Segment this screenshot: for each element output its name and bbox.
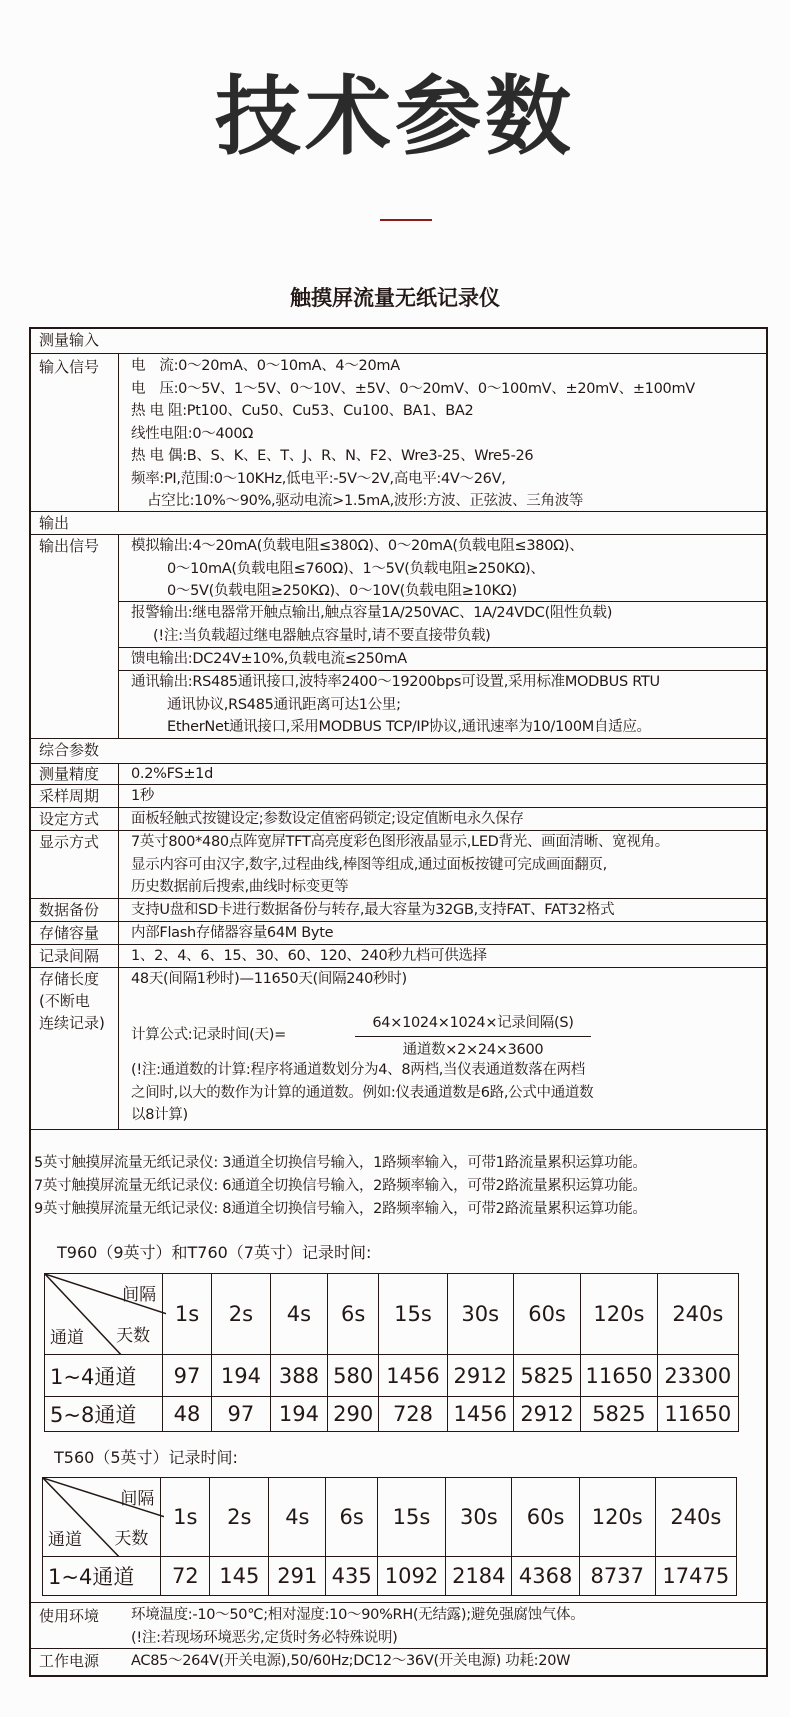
interval-header: 6s (326, 1478, 377, 1557)
spec-line: (!注:若现场环境恶劣,定货时务必特殊说明) (131, 1629, 398, 1646)
interval-header: 4s (270, 1274, 327, 1355)
table-row (45, 1397, 739, 1432)
spec-line: 频率:PI,范围:0～10KHz,低电平:-5V～2V,高电平:4V～26V, (131, 470, 506, 487)
formula-denominator: 通道数×2×24×3600 (402, 1042, 544, 1058)
row-value: 支持U盘和SD卡进行数据备份与转存,最大容量为32GB,支持FAT、FAT32格式 (131, 902, 615, 918)
row-output-signal (31, 535, 766, 739)
spec-line: 之间时,以大的数作为计算的通道数。例如:仪表通道数是6路,公式中通道数 (131, 1084, 594, 1101)
days-value: 580 (327, 1355, 378, 1397)
row-label: 输出信号 (31, 535, 119, 738)
spec-line: 报警输出:继电器常开触点输出,触点容量1A/250VAC、1A/24VDC(阻性负载) (131, 605, 613, 621)
row-sampling (31, 785, 766, 808)
interval-header: 120s (581, 1274, 658, 1355)
formula-fraction (355, 1012, 591, 1061)
accent-divider (380, 219, 432, 221)
row-environment (31, 1602, 766, 1649)
comm-output (119, 671, 766, 739)
row-label: 记录间隔 (31, 945, 119, 967)
spec-line: 热 电 阻:Pt100、Cu50、Cu53、Cu100、BA1、BA2 (131, 403, 474, 419)
days-value: 290 (327, 1397, 378, 1432)
days-value: 11650 (581, 1355, 658, 1397)
spec-line: 环境温度:-10～50℃;相对湿度:10～90%RH(无结露);避免强腐蚀气体。 (131, 1607, 585, 1623)
channel-label: 1~4通道 (45, 1355, 163, 1397)
row-label: 存储容量 (31, 922, 119, 944)
row-label: 显示方式 (31, 831, 119, 898)
table-caption: T560（5英寸）记录时间: (54, 1448, 238, 1467)
row-label: 数据备份 (31, 899, 119, 921)
days-value: 194 (211, 1355, 270, 1397)
table-row (43, 1557, 737, 1596)
spec-line: 7英寸800*480点阵宽屏TFT高亮度彩色图形液晶显示,LED背光、画面清晰、宽视角。 (131, 834, 669, 850)
length-range: 48天(间隔1秒时)—11650天(间隔240秒时) (131, 971, 407, 987)
days-value: 291 (269, 1557, 326, 1596)
corner-label-channel: 通道 (48, 1530, 82, 1550)
row-value: 内部Flash存储器容量64M Byte (131, 925, 334, 941)
days-value: 8737 (579, 1557, 655, 1596)
spec-line: 热 电 偶:B、S、K、E、T、J、R、N、F2、Wre3-25、Wre5-26 (131, 448, 534, 464)
row-backup (31, 899, 766, 922)
row-label: 工作电源 (39, 1652, 100, 1670)
corner-label-channel: 通道 (50, 1328, 84, 1348)
spec-line: 以8计算) (131, 1107, 188, 1123)
fraction-bar (355, 1036, 591, 1037)
row-label: 使用环境 (39, 1607, 100, 1625)
label-line: (不断电 (39, 992, 90, 1010)
days-value: 145 (210, 1557, 269, 1596)
corner-label-days: 天数 (114, 1528, 149, 1549)
input-signal-content (119, 354, 766, 511)
interval-header: 240s (655, 1478, 736, 1557)
days-value: 2912 (447, 1355, 513, 1397)
days-value: 48 (163, 1397, 212, 1432)
interval-header: 15s (379, 1274, 447, 1355)
channel-label: 5~8通道 (45, 1397, 163, 1432)
interval-header: 30s (447, 1274, 513, 1355)
days-value: 72 (161, 1557, 210, 1596)
table-row (45, 1355, 739, 1397)
model-line: 7英寸触摸屏流量无纸记录仪: 6通道全切换信号输入，2路频率输入，可带2路流量累积运算功能。 (34, 1178, 647, 1194)
row-value (119, 1603, 766, 1648)
spec-line: 占空比:10%～90%,驱动电流>1.5mA,波形:方波、正弦波、三角波等 (147, 493, 584, 509)
section-input: 测量输入 (31, 329, 766, 354)
spec-line: (!注:当负载超过继电器触点容量时,请不要直接带负载) (153, 627, 491, 644)
days-value: 388 (270, 1355, 327, 1397)
days-value: 1456 (447, 1397, 513, 1432)
spec-table (29, 327, 768, 1677)
interval-header: 6s (327, 1274, 378, 1355)
record-time-table-t560 (42, 1477, 737, 1596)
analog-output (119, 535, 766, 602)
days-value: 194 (270, 1397, 327, 1432)
section-output: 输出 (31, 512, 766, 535)
interval-header: 15s (377, 1478, 445, 1557)
row-label: 设定方式 (31, 808, 119, 830)
days-value: 1456 (379, 1355, 447, 1397)
interval-header: 120s (579, 1478, 655, 1557)
spec-line: 0～10mA(负载电阻≤760Ω)、1～5V(负载电阻≥250KΩ)、 (167, 560, 545, 577)
row-label: 输入信号 (31, 354, 119, 511)
interval-header: 1s (161, 1478, 210, 1557)
days-value: 2912 (513, 1397, 580, 1432)
row-interval (31, 945, 766, 968)
spec-line: 通讯输出:RS485通讯接口,波特率2400～19200bps可设置,采用标准MODBUS RTU (131, 674, 660, 690)
row-label: 测量精度 (31, 764, 119, 784)
section-general: 综合参数 (31, 739, 766, 764)
row-input-signal (31, 354, 766, 512)
days-value: 435 (326, 1557, 377, 1596)
row-power (31, 1649, 766, 1675)
days-value: 23300 (657, 1355, 738, 1397)
spec-line: 通讯协议,RS485通讯距离可达1公里; (167, 696, 401, 713)
spec-line: 0～5V(负载电阻≥250KΩ)、0～10V(负载电阻≥10KΩ) (167, 583, 517, 599)
interval-header: 240s (657, 1274, 738, 1355)
interval-header: 1s (163, 1274, 212, 1355)
row-accuracy (31, 764, 766, 785)
spec-line: 历史数据前后搜索,曲线时标变更等 (131, 879, 349, 895)
row-value (119, 968, 766, 1129)
days-value: 17475 (655, 1557, 736, 1596)
spec-line: 馈电输出:DC24V±10%,负载电流≤250mA (131, 651, 407, 667)
corner-header-cell (45, 1274, 163, 1355)
corner-label-interval: 间隔 (122, 1285, 157, 1305)
model-line: 5英寸触摸屏流量无纸记录仪: 3通道全切换信号输入，1路频率输入，可带1路流量累积运算功能。 (34, 1155, 647, 1171)
channel-note (131, 1059, 593, 1127)
days-value: 2184 (446, 1557, 512, 1596)
days-value: 97 (163, 1355, 212, 1397)
channel-label: 1~4通道 (43, 1557, 161, 1596)
row-storage-length (31, 968, 766, 1130)
formula-numerator: 64×1024×1024×记录间隔(S) (372, 1015, 574, 1031)
spec-line: 线性电阻:0～400Ω (131, 425, 254, 442)
interval-header: 2s (211, 1274, 270, 1355)
spec-line: 模拟输出:4～20mA(负载电阻≤380Ω)、0～20mA(负载电阻≤380Ω)、 (131, 538, 584, 554)
label-line: 存储长度 (39, 970, 100, 988)
output-signal-content (119, 535, 766, 738)
record-time-table-t960-t760 (44, 1273, 739, 1432)
formula-label: 计算公式:记录时间(天)= (131, 1027, 286, 1043)
label-line: 连续记录) (39, 1014, 105, 1032)
interval-header: 60s (513, 1274, 580, 1355)
row-display (31, 831, 766, 899)
feed-output (119, 648, 766, 671)
row-value: 1秒 (131, 788, 155, 804)
row-label (31, 968, 119, 1129)
table-caption: T960（9英寸）和T760（7英寸）记录时间: (57, 1243, 372, 1262)
spec-line: 电 流:0～20mA、0～10mA、4～20mA (131, 358, 400, 374)
days-value: 728 (379, 1397, 447, 1432)
spec-line: (!注:通道数的计算:程序将通道数划分为4、8两档,当仪表通道数落在两档 (131, 1062, 585, 1078)
interval-header: 60s (512, 1478, 579, 1557)
spec-line: 电 压:0～5V、1～5V、0～10V、±5V、0～20mV、0～100mV、±20mV、±100mV (131, 380, 695, 397)
spec-line: EtherNet通讯接口,采用MODBUS TCP/IP协议,通讯速率为10/100M自适应。 (167, 719, 651, 735)
page-title: 技术参数 (215, 67, 575, 167)
interval-header: 2s (210, 1478, 269, 1557)
row-value: 面板轻触式按键设定;参数设定值密码锁定;设定值断电永久保存 (131, 811, 524, 827)
row-value: 0.2%FS±1d (131, 766, 214, 782)
days-value: 97 (211, 1397, 270, 1432)
row-setting (31, 808, 766, 831)
row-value (119, 831, 766, 898)
days-value: 11650 (657, 1397, 738, 1432)
row-storage (31, 922, 766, 945)
interval-header: 30s (446, 1478, 512, 1557)
days-value: 1092 (377, 1557, 445, 1596)
corner-label-interval: 间隔 (120, 1489, 155, 1509)
spec-line: 显示内容可由汉字,数字,过程曲线,棒图等组成,通过面板按键可完成画面翻页, (131, 856, 607, 873)
corner-label-days: 天数 (116, 1325, 151, 1346)
days-value: 5825 (581, 1397, 658, 1432)
product-title: 触摸屏流量无纸记录仪 (290, 286, 500, 310)
interval-header: 4s (269, 1478, 326, 1557)
days-value: 5825 (513, 1355, 580, 1397)
row-label: 采样周期 (31, 785, 119, 807)
alarm-output (119, 602, 766, 648)
days-value: 4368 (512, 1557, 579, 1596)
model-line: 9英寸触摸屏流量无纸记录仪: 8通道全切换信号输入，2路频率输入，可带2路流量累积运算功能。 (34, 1201, 647, 1217)
row-value: AC85～264V(开关电源),50/60Hz;DC12～36V(开关电源) 功耗:20W (131, 1653, 571, 1669)
corner-header-cell (43, 1478, 161, 1557)
row-value: 1、2、4、6、15、30、60、120、240秒九档可供选择 (131, 948, 487, 964)
